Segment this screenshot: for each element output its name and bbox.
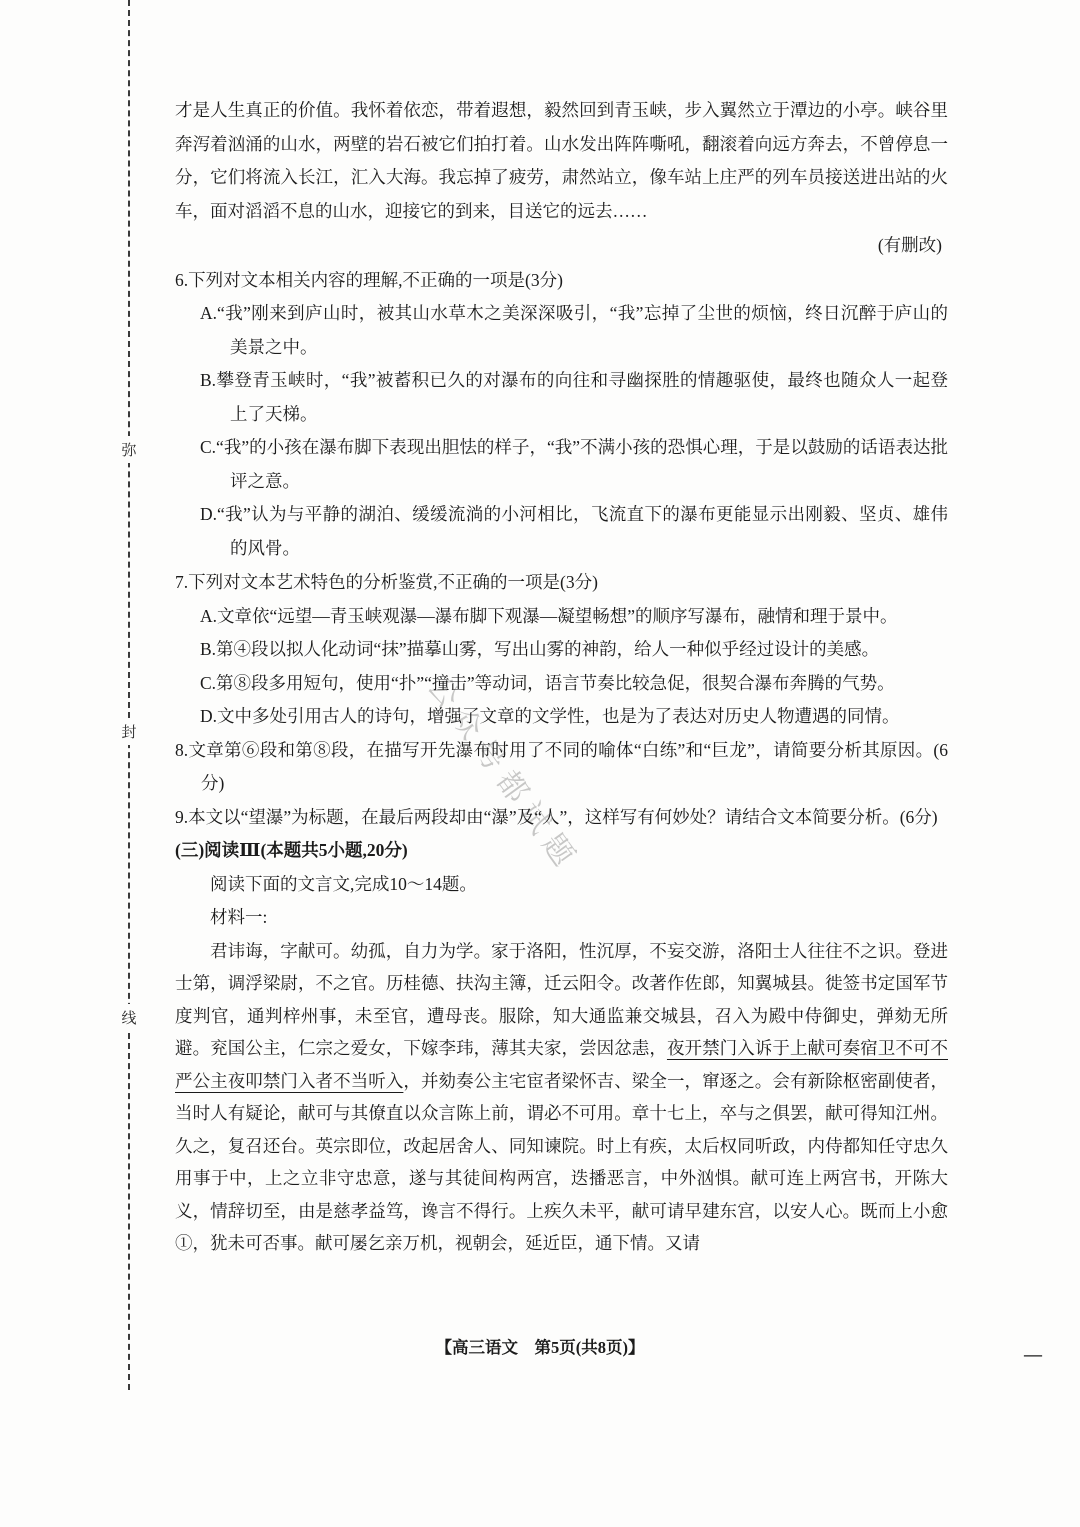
seal-mark-2: 封: [119, 718, 139, 745]
question-6-stem: 6.下列对文本相关内容的理解,不正确的一项是(3分): [175, 269, 563, 290]
question-7-option-c: C.第⑧段多用短句，使用“扑”“撞击”等动词，语言节奏比较急促，很契合瀑布奔腾的气势。: [200, 672, 895, 693]
seal-mark-3: 线: [119, 1004, 139, 1031]
question-7-option-b: B.第④段以拟人化动词“抹”描摹山雾，写出山雾的神韵，给人一种似乎经过设计的美感。: [200, 639, 880, 659]
classical-text-before-underline: 君讳诲，字献可。幼孤，自力为学。家于洛阳，性沉厚，不妄交游，洛阳士人往往不之识。登进士第，调浮梁尉，不之官。历桂德、扶沟主簿，迁云阳令。改著作佐郎，知翼城县。徙签书定国军节度判官，通判梓州事，未至官，遭母丧。服除，知大通监兼交城县，召入为殿中侍御史，弹劾无所避。兖国公主，仁宗之爱女，下嫁李玮，薄其夫家，尝因忿恚，: [175, 940, 948, 1058]
section-3-heading: (三)阅读Ⅲ(本题共5小题,20分): [175, 840, 408, 860]
classical-chinese-passage: [175, 935, 948, 1260]
page-content: [175, 94, 948, 1260]
question-9-stem: 9.本文以“望瀑”为标题，在最后两段却由“瀑”及“人”，这样写有何妙处？请结合文本简要分析。(6分): [175, 806, 938, 827]
question-6-option-c: C.“我”的小孩在瀑布脚下表现出胆怯的样子，“我”不满小孩的恐惧心理，于是以鼓励的话语表达批评之意。: [200, 437, 948, 491]
page-corner-mark: —: [1024, 1344, 1042, 1364]
question-7-option-d: D.文中多处引用古人的诗句，增强了文章的文学性，也是为了表达对历史人物遭遇的同情。: [200, 706, 900, 726]
material-1-label: 材料一:: [210, 907, 268, 927]
question-6-option-d: D.“我”认为与平静的湖泊、缓缓流淌的小河相比，飞流直下的瀑布更能显示出刚毅、坚贞、雄伟的风骨。: [200, 504, 948, 558]
watermark-text: 公众号都试题: [421, 670, 586, 879]
page-footer: 【高三语文 第5页(共8页)】: [435, 1338, 645, 1357]
prose-passage-continuation: 才是人生真正的价值。我怀着依恋，带着遐想，毅然回到青玉峡，步入翼然立于潭边的小亭。峡谷里奔泻着汹涌的山水，两壁的岩石被它们拍打着。山水发出阵阵嘶吼，翻滚着向远方奔去，不曾停息一分，它们将流入长江，汇入大海。我忘掉了疲劳，肃然站立，像车站上庄严的列车员接送进出站的火车，面对滔滔不息的山水，迎接它的到来，目送它的远去……: [175, 100, 948, 221]
question-6-option-a: A.“我”刚来到庐山时，被其山水草木之美深深吸引，“我”忘掉了尘世的烦恼，终日沉醉于庐山的美景之中。: [200, 303, 948, 357]
seal-dashed-line: [128, 0, 130, 1390]
seal-mark-1: 弥: [119, 436, 139, 463]
classical-underlined-segment: 夜开禁门入诉于上献可奏宿卫不可不严公主夜叩禁门入者不当听入: [175, 1038, 948, 1091]
classical-text-after-underline: ，并劾奏公主宅宦者梁怀吉、梁全一，窜逐之。会有新除枢密副使者，当时人有疑论，献可与其僚直以众言陈上前，谓必不可用。章十七上，卒与之俱罢，献可得知江州。久之，复召还台。英宗即位，改起居舍人、同知谏院。时上有疾，太后权同听政，内侍都知任守忠久用事于中，上之立非守忠意，遂与其徒间构两宫，迭播恶言，中外汹惧。献可连上两宫书，开陈大义，情辞切至，由是慈孝益笃，谗言不得行。上疾久未平，献可请早建东宫，以安人心。既而上小愈①，犹未可否事。献可屡乞亲万机，视朝会，延近臣，通下情。又请: [175, 1070, 948, 1253]
question-8-stem: 8.文章第⑥段和第⑧段，在描写开先瀑布时用了不同的喻体“白练”和“巨龙”，请简要分析其原因。(6分): [175, 739, 948, 793]
question-7-option-a: A.文章依“远望—青玉峡观瀑—瀑布脚下观瀑—凝望畅想”的顺序写瀑布，融情和理于景中。: [200, 605, 898, 626]
question-7-stem: 7.下列对文本艺术特色的分析鉴赏,不正确的一项是(3分): [175, 572, 598, 592]
question-6-option-b: B.攀登青玉峡时，“我”被蓄积已久的对瀑布的向往和寻幽探胜的情趣驱使，最终也随众人一起登上了天梯。: [200, 370, 948, 424]
section-3-instruction: 阅读下面的文言文,完成10～14题。: [210, 873, 477, 894]
passage-attribution: (有删改): [877, 235, 942, 255]
